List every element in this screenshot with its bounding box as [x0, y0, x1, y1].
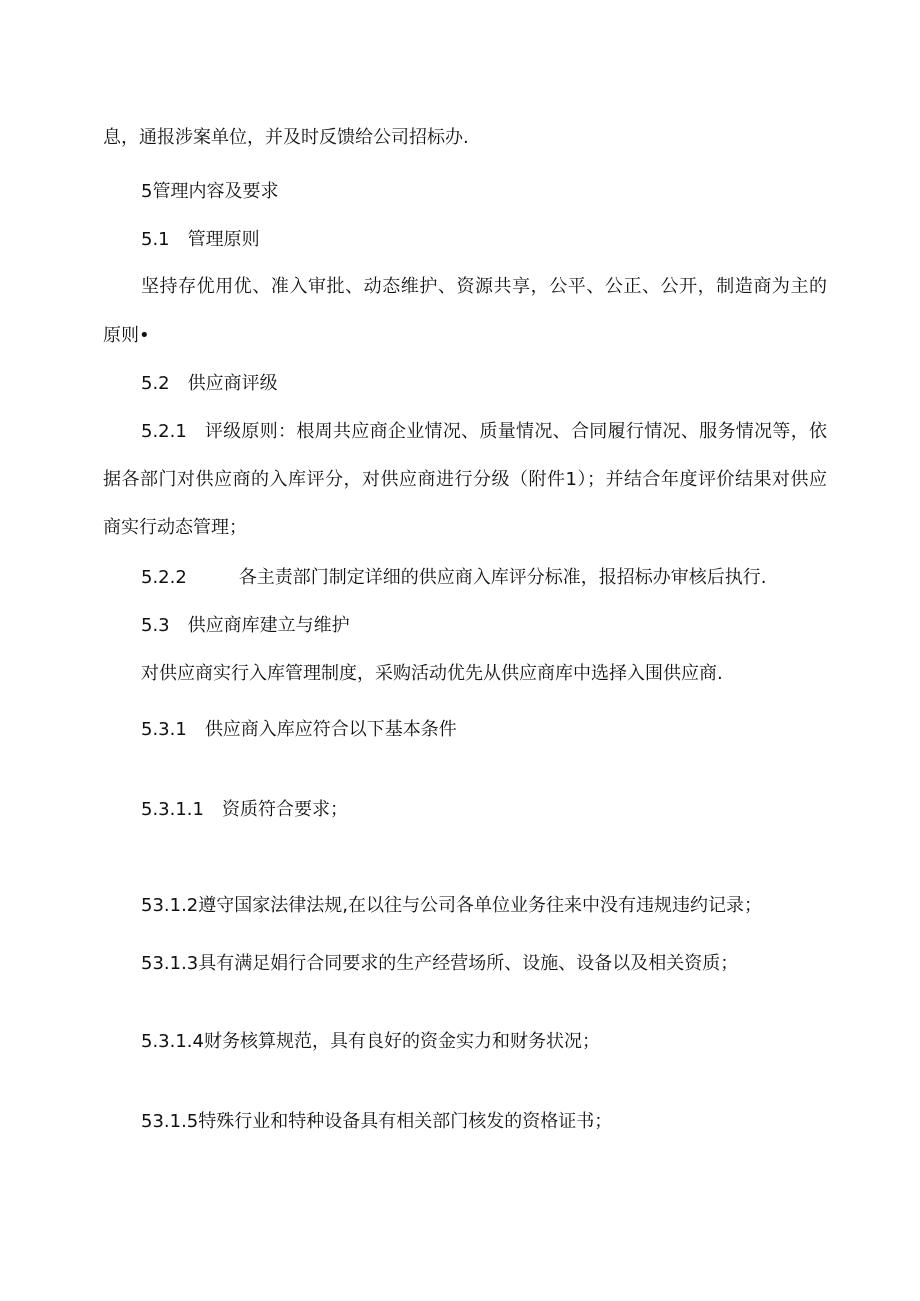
text: 供应商入库应符合以下基本条件: [204, 719, 457, 740]
clause-5-2-1-line-3: [103, 516, 247, 540]
clause-number: 5.2.1: [141, 421, 187, 442]
heading-text: 供应商库建立与维护: [187, 615, 350, 636]
text: 53.1.2遵守国家法律法规,在以往与公司各单位业务往来中没有违规违约记录；: [141, 895, 762, 916]
section-heading-5: [141, 180, 278, 204]
text: 评级原则：根周共应商企业情况、质量情况、合同履行情况、服务情况等，依: [204, 421, 827, 442]
clause-5-3-1-2: [141, 894, 762, 918]
text: 53.1.5特殊行业和特种设备具有相关部门核发的资格证书；: [141, 1111, 613, 1132]
section-heading-5-2: [141, 372, 278, 396]
paragraph-principle-line-1: [141, 275, 827, 299]
text: 坚持存优用优、准入审批、动态维护、资源共享，公平、公正、公开，制造商为主的: [141, 276, 827, 297]
clause-5-3-1-5: [141, 1110, 612, 1134]
clause-5-3-1-4: [141, 1030, 600, 1054]
paragraph-line-continuation: [103, 126, 469, 150]
clause-number: 5.3.1.1: [141, 799, 204, 820]
clause-5-2-2: [141, 566, 767, 590]
text: 据各部门对供应商的入库评分，对供应商进行分级（附件1）；并结合年度评价结果对供应: [103, 469, 827, 490]
text: 对供应商实行入库管理制度，采购活动优先从供应商库中选择入围供应商.: [141, 663, 723, 684]
section-heading-5-1: [141, 228, 260, 252]
text: 商实行动态管理；: [103, 517, 247, 538]
clause-number: 5.2.2: [141, 567, 187, 588]
heading-text: 5管理内容及要求: [141, 181, 279, 202]
clause-5-3-1-1: [141, 798, 348, 822]
text: 原则•: [103, 325, 150, 346]
paragraph-supplier-library: [141, 662, 723, 686]
text: 5.3.1.4财务核算规范，具有良好的资金实力和财务状况；: [141, 1031, 600, 1052]
clause-5-2-1-line-2: [103, 468, 827, 492]
section-number: 5.1: [141, 229, 170, 250]
clause-5-3-1-3: [141, 952, 738, 976]
text: 各主责部门制定详细的供应商入库评分标准，报招标办审核后执行.: [238, 567, 767, 588]
section-number: 5.2: [141, 373, 170, 394]
clause-5-3-1: [141, 718, 457, 742]
heading-text: 管理原则: [187, 229, 260, 250]
text: 息，通报涉案单位，并及时反馈给公司招标办.: [103, 127, 469, 148]
text: 资质符合要求；: [221, 799, 348, 820]
section-number: 5.3: [141, 615, 170, 636]
paragraph-principle-line-2: [103, 324, 150, 348]
clause-number: 5.3.1: [141, 719, 187, 740]
text: 53.1.3具有满足娟行合同要求的生产经营场所、设施、设备以及相关资质；: [141, 953, 739, 974]
section-heading-5-3: [141, 614, 350, 638]
heading-text: 供应商评级: [187, 373, 278, 394]
clause-5-2-1-line-1: [141, 420, 827, 444]
